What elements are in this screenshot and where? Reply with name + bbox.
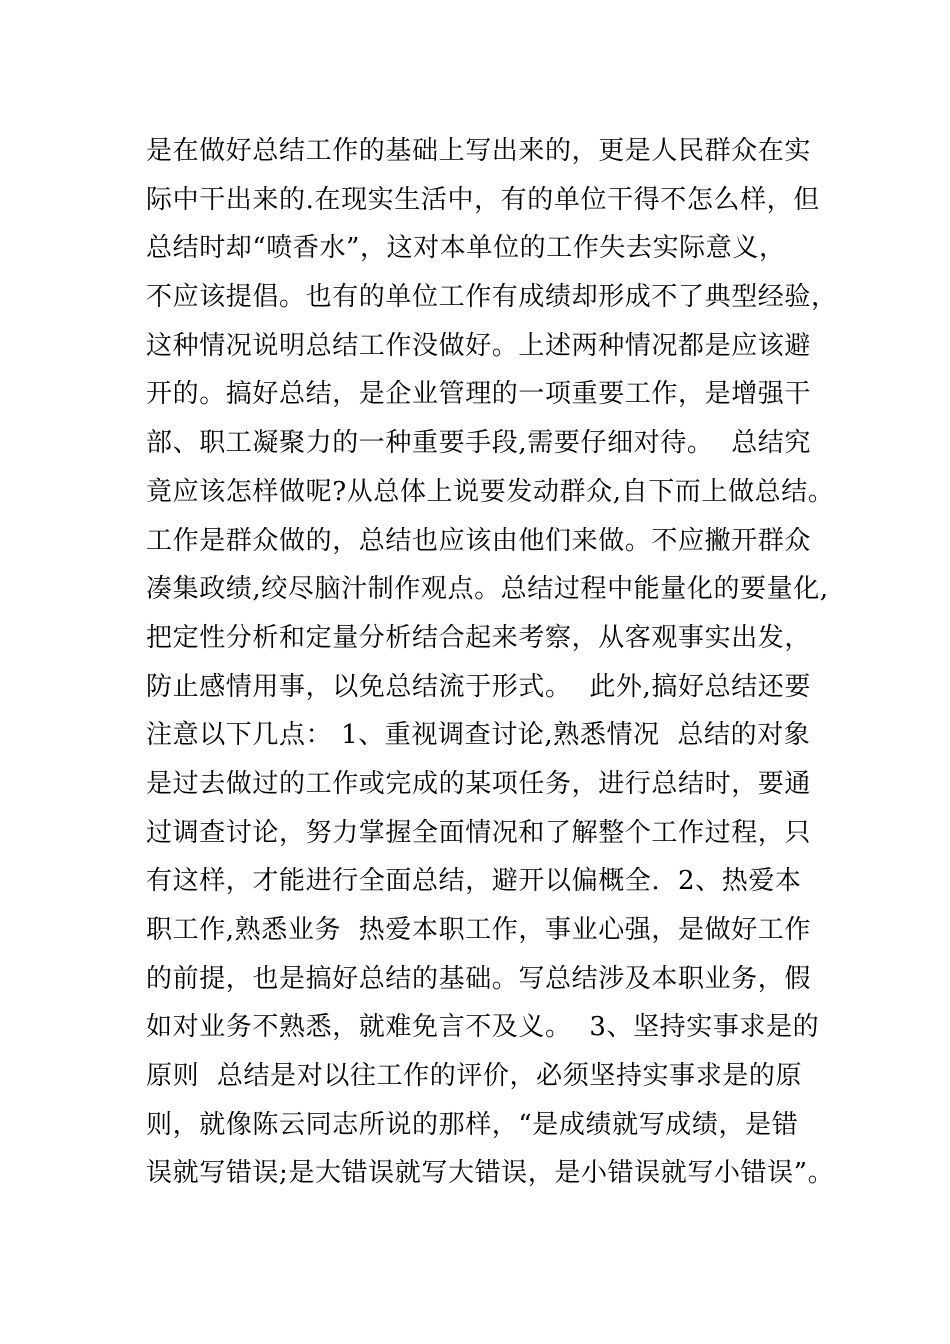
text-line: 职工作,熟悉业务 热爱本职工作，事业心强，是做好工作 <box>146 915 811 945</box>
text-line: 开的。搞好总结，是企业管理的一项重要工作，是增强干 <box>146 379 812 410</box>
text-line: 注意以下几点： 1、重视调查讨论,熟悉情况 总结的对象 <box>146 720 811 751</box>
body-text <box>146 127 846 1198</box>
text-line: 凑集政绩,绞尽脑汁制作观点。总结过程中能量化的要量化, <box>146 574 829 605</box>
text-line: 把定性分析和定量分析结合起来考察，从客观事实出发， <box>146 622 812 653</box>
text-line: 工作是群众做的，总结也应该由他们来做。不应撇开群众 <box>146 525 812 556</box>
text-line: 误就写错误;是大错误就写大错误，是小错误就写小错误”。 <box>146 1158 835 1189</box>
text-line: 不应该提倡。也有的单位工作有成绩却形成不了典型经验， <box>146 282 838 313</box>
text-line: 防止感情用事，以免总结流于形式。 此外,搞好总结还要 <box>146 671 811 702</box>
text-line: 竟应该怎样做呢?从总体上说要发动群众,自下而上做总结。 <box>146 476 835 507</box>
text-line: 总结时却“喷香水”，这对本单位的工作失去实际意义， <box>146 233 786 264</box>
text-line: 是在做好总结工作的基础上写出来的，更是人民群众在实 <box>146 136 812 166</box>
text-line: 是过去做过的工作或完成的某项任务，进行总结时，要通 <box>146 768 812 799</box>
text-line: 的前提，也是搞好总结的基础。写总结涉及本职业务，假 <box>146 963 812 994</box>
text-line: 这种情况说明总结工作没做好。上述两种情况都是应该避 <box>146 330 812 361</box>
text-line: 际中干出来的.在现实生活中，有的单位干得不怎么样，但 <box>146 184 820 215</box>
text-line: 有这样，才能进行全面总结，避开以偏概全. 2、热爱本 <box>146 866 802 897</box>
text-line: 过调查讨论，努力掌握全面情况和了解整个工作过程，只 <box>146 817 812 848</box>
text-line: 部、职工凝聚力的一种重要手段,需要仔细对待。 总结究 <box>146 428 811 459</box>
text-line: 则，就像陈云同志所说的那样，“是成绩就写成绩，是错 <box>146 1109 799 1140</box>
text-line: 如对业务不熟悉，就难免言不及义。 3、坚持实事求是的 <box>146 1012 820 1043</box>
text-line: 原则 总结是对以往工作的评价，必须坚持实事求是的原 <box>146 1061 803 1092</box>
